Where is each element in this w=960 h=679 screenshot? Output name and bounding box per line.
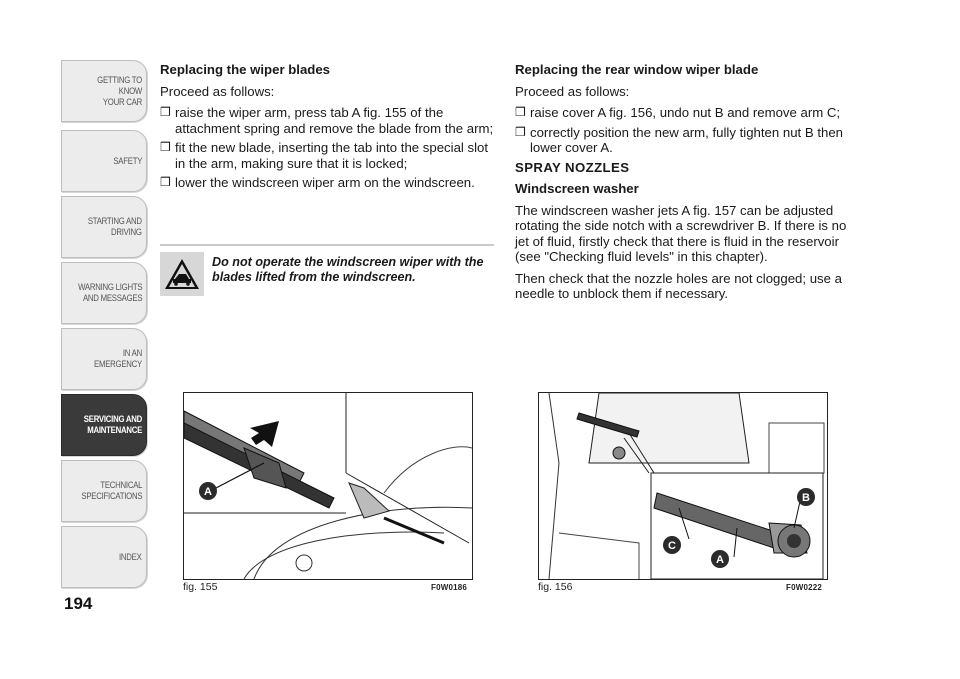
tab-safety[interactable] [61, 130, 147, 192]
list-item: ❒ fit the new blade, inserting the tab into the special slot in the arm, making sure that it is locked; [160, 140, 489, 171]
paragraph: The windscreen washer jets A fig. 157 can be adjusted rotating the side notch with a screwdriver B. If there is no jet of fluid, firstly check that there is fluid in the reservoir (see "Checking fluid levels" in this chapter). [515, 202, 847, 264]
tab-technical[interactable] [61, 460, 147, 522]
section-title: SPRAY NOZZLES [515, 159, 630, 175]
list-item: ❒ correctly position the new arm, fully tighten nut B then lower cover A. [515, 124, 843, 155]
warning-text: Do not operate the windscreen wiper with the blades lifted from the windscreen. [212, 255, 484, 284]
warning-divider [160, 244, 494, 246]
subsection-heading: Windscreen washer [515, 181, 639, 196]
figure-code: F0W0222 [786, 583, 823, 592]
tab-label: IN AN EMERGENCY [94, 348, 142, 370]
tab-servicing[interactable] [61, 394, 147, 456]
tab-label: INDEX [119, 551, 142, 563]
tab-label: SAFETY [113, 155, 142, 167]
tab-label: GETTING TO KNOW YOUR CAR [97, 74, 142, 108]
list-item: ❒ raise cover A fig. 156, undo nut B and remove arm C; [515, 105, 841, 120]
paragraph: Then check that the nozzle holes are not clogged; use a needle to unblock them if necessary. [515, 270, 842, 301]
svg-text:A: A [204, 486, 212, 498]
figure-caption: fig. 155 [183, 581, 218, 593]
intro-text: Proceed as follows: [515, 83, 630, 99]
svg-text:A: A [716, 554, 724, 566]
left-column [160, 62, 496, 195]
right-column [515, 62, 851, 308]
section-heading: Replacing the rear window wiper blade [515, 62, 759, 77]
tab-emergency[interactable] [61, 328, 147, 390]
label-a-badge [711, 550, 729, 568]
tab-label: TECHNICAL SPECIFICATIONS [81, 480, 142, 502]
figure-code: F0W0186 [431, 583, 468, 592]
label-a-badge [199, 482, 217, 500]
tab-label: WARNING LIGHTS AND MESSAGES [77, 282, 142, 304]
tab-starting-driving[interactable] [61, 196, 147, 258]
checkbox-bullet-icon: ❒ [515, 124, 526, 139]
tab-label: STARTING AND DRIVING [88, 216, 142, 238]
label-b-badge [797, 488, 815, 506]
svg-text:B: B [802, 492, 810, 504]
tab-label: SERVICING AND MAINTENANCE [83, 414, 142, 436]
figure-caption: fig. 156 [538, 581, 573, 593]
svg-text:C: C [668, 540, 676, 552]
figure-156 [538, 392, 828, 580]
checkbox-bullet-icon: ❒ [160, 175, 171, 189]
tab-index[interactable] [61, 526, 147, 588]
label-c-badge [663, 536, 681, 554]
section-heading: Replacing the wiper blades [160, 62, 331, 77]
warning-triangle-icon [160, 252, 204, 296]
checkbox-bullet-icon: ❒ [160, 140, 171, 154]
figure-155 [183, 392, 473, 580]
checkbox-bullet-icon: ❒ [160, 105, 171, 119]
page-number: 194 [64, 594, 93, 613]
intro-text: Proceed as follows: [160, 83, 275, 99]
tab-getting-to-know[interactable] [61, 60, 147, 122]
tab-warning-lights[interactable] [61, 262, 147, 324]
list-item: ❒ lower the windscreen wiper arm on the windscreen. [160, 175, 475, 190]
rear-wiper-illustration [539, 393, 827, 579]
wiper-blade-illustration [184, 393, 472, 579]
list-item: ❒ raise the wiper arm, press tab A fig. 155 of the attachment spring and remove the blade from the arm; [160, 105, 494, 136]
checkbox-bullet-icon: ❒ [515, 105, 526, 119]
